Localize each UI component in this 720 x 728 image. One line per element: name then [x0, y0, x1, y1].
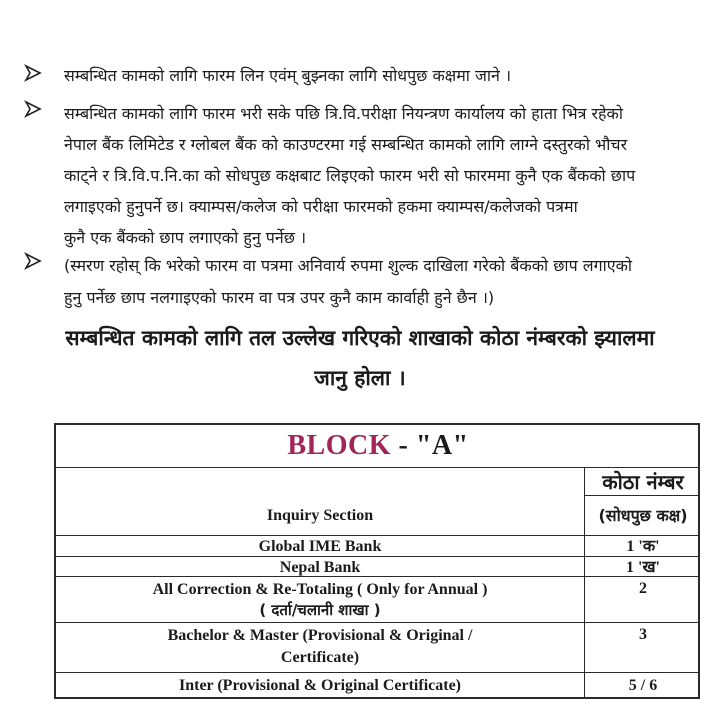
divider	[56, 622, 700, 623]
table-title: BLOCK - "A"	[287, 430, 469, 461]
section-name: Nepal Bank	[279, 559, 361, 576]
section-name: Global IME Bank	[258, 538, 382, 555]
column-divider	[584, 467, 585, 699]
arrow-bullet-icon	[24, 64, 42, 82]
room-number: 3	[639, 626, 647, 643]
instruction-item-3	[24, 250, 704, 314]
section-name: Inter (Provisional & Original Certificate)	[178, 677, 461, 694]
instruction-text: सम्बन्धित कामको लागि फारम भरी सके पछि त्रि.वि.परीक्षा नियन्त्रण कार्यालय को हाता भित्र रहेको नेपाल बैंक लिमिटेड र ग्लोबल बैंक को काउण्टरमा गई सम्बन्धित कामको लागि लाग्ने दस्तुरको भौचर काट्ने र त्रि.वि.प.नि.का को सोधपुछ कक्षबाट लिइएको फारम भरी सो फारममा कुनै एक बैंकको छाप लगाइएको हुनुपर्ने छ। क्याम्पस/कलेज को परीक्षा फारमको हकमा क्याम्पस/कलेजको पत्रमा कुनै एक बैंकको छाप लगाएको हुनु पर्नेछ ।	[64, 104, 636, 247]
divider	[56, 535, 700, 536]
section-name: All Correction & Re-Totaling ( Only for Annual )	[152, 581, 488, 598]
instruction-text: (स्मरण रहोस् कि भरेको फारम वा पत्रमा अनिवार्य रुपमा शुल्क दाखिला गरेको बैंकको छाप लगाएको हुनु पर्नेछ छाप नलगाइएको फारम वा पत्र उपर कुनै काम कार्वाही हुने छैन ।)	[64, 256, 633, 307]
divider	[56, 672, 700, 673]
heading-line-2: जानु होला ।	[314, 366, 406, 390]
instruction-item-2	[24, 98, 704, 253]
table-row	[56, 579, 584, 621]
room-number: 2	[639, 580, 647, 597]
arrow-bullet-icon	[24, 252, 42, 270]
divider	[584, 495, 700, 496]
room-table	[54, 423, 700, 699]
divider	[56, 556, 700, 557]
table-row	[56, 676, 584, 695]
room-number: 1 'क'	[626, 538, 660, 555]
room-number-header: कोठा नंम्बर	[602, 470, 684, 494]
table-row	[56, 625, 584, 669]
arrow-bullet-icon	[24, 100, 42, 118]
section-subname: ( दर्ता/चलानी शाखा )	[259, 601, 381, 619]
table-row	[56, 506, 584, 525]
instruction-item-1	[24, 62, 704, 90]
section-name: Inquiry Section	[266, 507, 374, 524]
inquiry-room-header: (सोधपुछ कक्ष)	[598, 506, 688, 525]
notice-heading	[40, 318, 680, 398]
heading-line-1: सम्बन्धित कामको लागि तल उल्लेख गरिएको शाखाको कोठा नंम्बरको झ्यालमा	[65, 326, 655, 350]
room-number: 1 'ख'	[626, 559, 660, 576]
section-name: Bachelor & Master (Provisional & Original /	[167, 627, 473, 644]
instruction-text: सम्बन्धित कामको लागि फारम लिन एवंम् बुझ्नका लागि सोधपुछ कक्षमा जाने ।	[64, 66, 512, 85]
table-row	[56, 558, 584, 577]
section-name-cont: Certificate)	[280, 649, 360, 666]
table-row	[56, 537, 584, 556]
room-number: 5 / 6	[628, 677, 658, 694]
divider	[56, 467, 700, 468]
